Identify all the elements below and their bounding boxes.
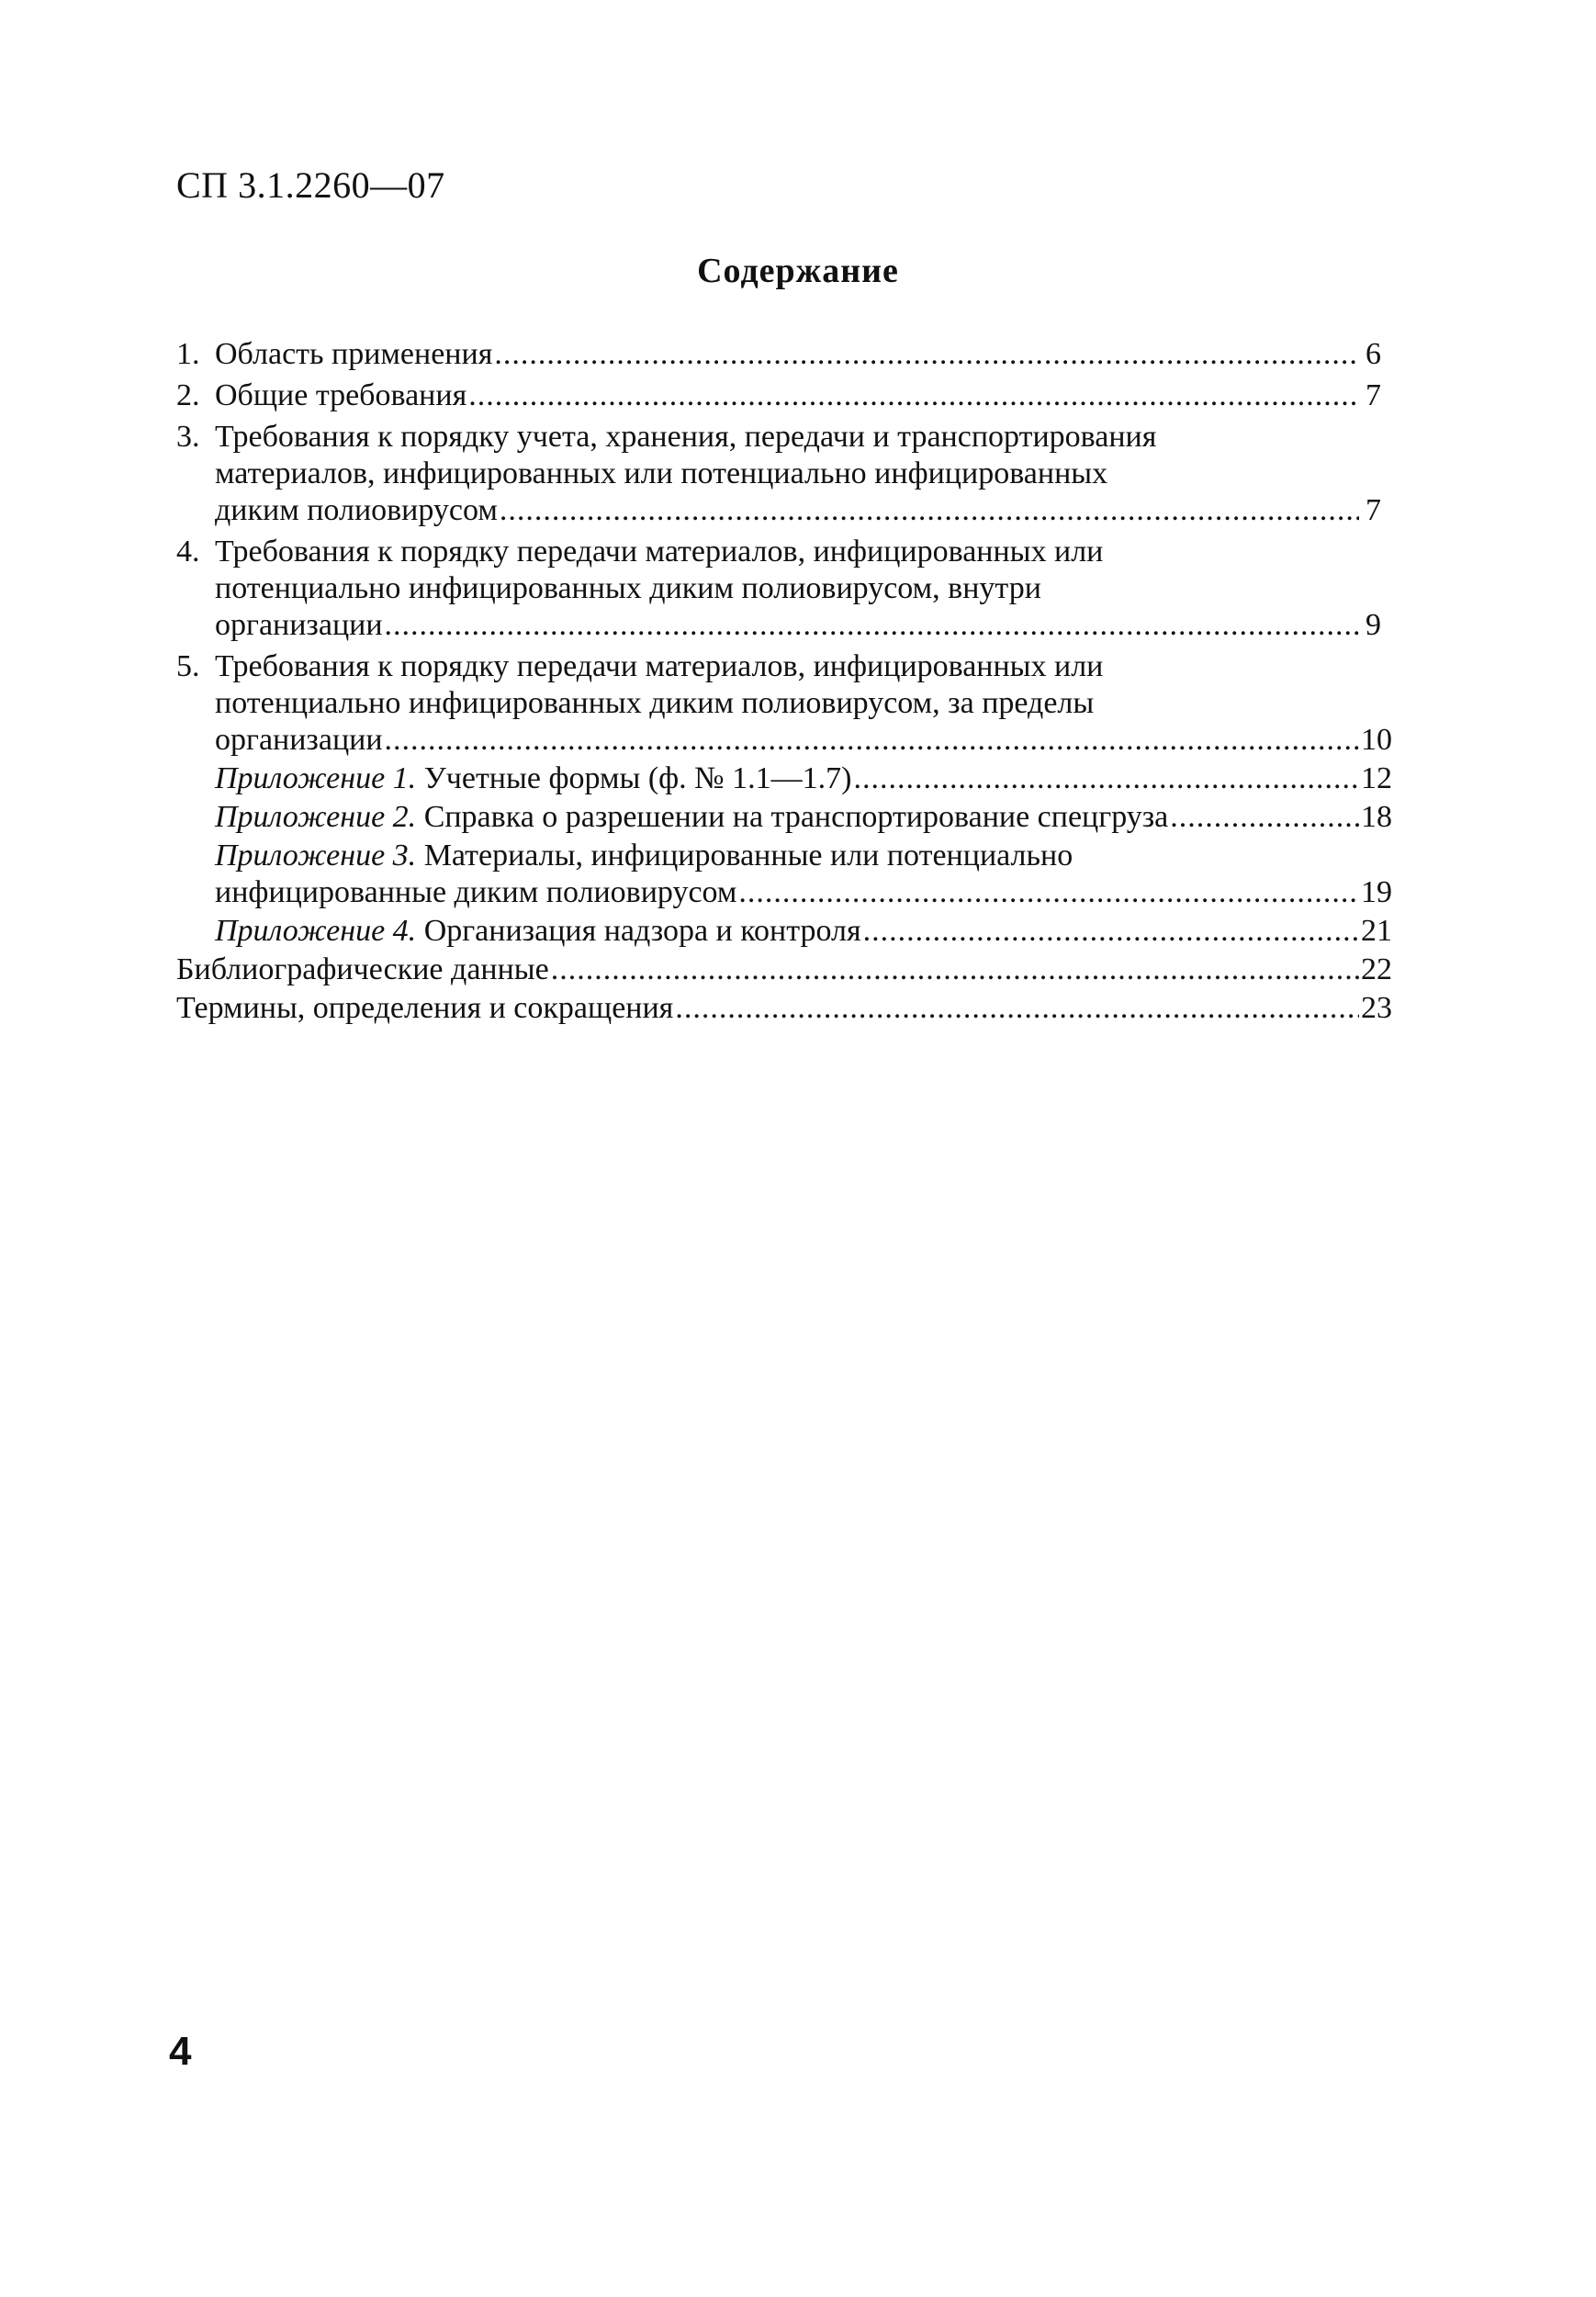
toc-entry-page: 7 [1366,378,1381,412]
appendix-label: Приложение 1. [215,761,417,795]
toc-entry-page: 12 [1361,761,1392,795]
toc-appendix-title [215,799,1168,836]
toc-entry-number: 2. [176,378,200,412]
page-number: 4 [169,2029,192,2074]
toc-entry-page: 9 [1366,608,1381,642]
dot-leader [675,990,1359,1027]
toc-entry-page: 22 [1361,952,1392,986]
toc-entry-4[interactable] [176,534,1381,644]
toc-appendix-1[interactable] [176,760,1392,797]
toc-entry-title-line: потенциально инфицированных диким полиовирусом, за пределы [215,686,1095,720]
toc-entry-number: 1. [176,337,200,371]
toc-entry-title: Общие требования [215,378,467,412]
toc-entry-5[interactable] [176,648,1392,759]
toc-terms[interactable] [176,990,1392,1027]
toc-entry-page: 23 [1361,991,1392,1025]
toc-entry-title-line: Требования к порядку учета, хранения, передачи и транспортирования [215,420,1157,454]
toc-entry-title: Область применения [215,337,493,371]
document-code: СП 3.1.2260—07 [176,164,445,206]
toc-appendix-3[interactable] [176,838,1392,911]
dot-leader [551,951,1359,988]
toc-entry-number: 4. [176,535,200,569]
toc-entry-page: 18 [1361,800,1392,834]
toc-appendix-2[interactable] [176,799,1392,836]
dot-leader [738,874,1359,911]
dot-leader [385,722,1359,759]
toc-appendix-4[interactable] [176,913,1392,950]
toc-entry-title-line: Требования к порядку передачи материалов, инфицированных или [215,535,1104,569]
toc-entry-page: 7 [1366,493,1381,527]
toc-entry-title-line: потенциально инфицированных диким полиовирусом, внутри [215,571,1041,605]
toc-appendix-title [215,913,861,950]
dot-leader [863,913,1359,950]
dot-leader [468,377,1359,414]
toc-entry-page: 21 [1361,914,1392,948]
toc-appendix-title-line [215,838,1381,874]
dot-leader [494,336,1359,373]
toc-bibliography[interactable] [176,951,1392,988]
appendix-label: Приложение 4. [215,914,417,948]
toc-entry-title-line: организации [215,723,383,757]
appendix-title-text: Материалы, инфицированные или потенциально [423,839,1073,873]
toc-title: Содержание [697,252,899,290]
toc-entry-title-line: материалов, инфицированных или потенциально инфицированных [215,456,1108,490]
dot-leader [1170,799,1359,836]
toc-entry-title: Термины, определения и сокращения [176,991,674,1025]
appendix-title-text: Справка о разрешении на транспортирование спецгруза [423,800,1169,834]
toc-entry-title-line: Требования к порядку передачи материалов, инфицированных или [215,649,1104,683]
dot-leader [853,760,1359,797]
toc-entry-1[interactable] [176,336,1381,373]
dot-leader [500,492,1359,529]
toc-entry-2[interactable] [176,377,1381,414]
toc-entry-number: 3. [176,420,200,454]
toc-entry-3[interactable] [176,419,1381,529]
toc-entry-title: Библиографические данные [176,952,549,986]
table-of-contents [176,336,1392,1029]
toc-entry-number: 5. [176,649,200,683]
toc-entry-page: 10 [1361,723,1392,757]
toc-entry-title-line: организации [215,608,383,642]
toc-entry-title-line: диким полиовирусом [215,493,498,527]
appendix-title-text: инфицированные диким полиовирусом [215,875,737,909]
toc-appendix-title [215,760,851,797]
toc-entry-page: 6 [1366,337,1381,371]
appendix-label: Приложение 2. [215,800,417,834]
dot-leader [385,607,1359,644]
appendix-title-text: Организация надзора и контроля [423,914,861,948]
appendix-label: Приложение 3. [215,839,417,873]
toc-entry-page: 19 [1361,875,1392,909]
appendix-title-text: Учетные формы (ф. № 1.1—1.7) [423,761,852,795]
